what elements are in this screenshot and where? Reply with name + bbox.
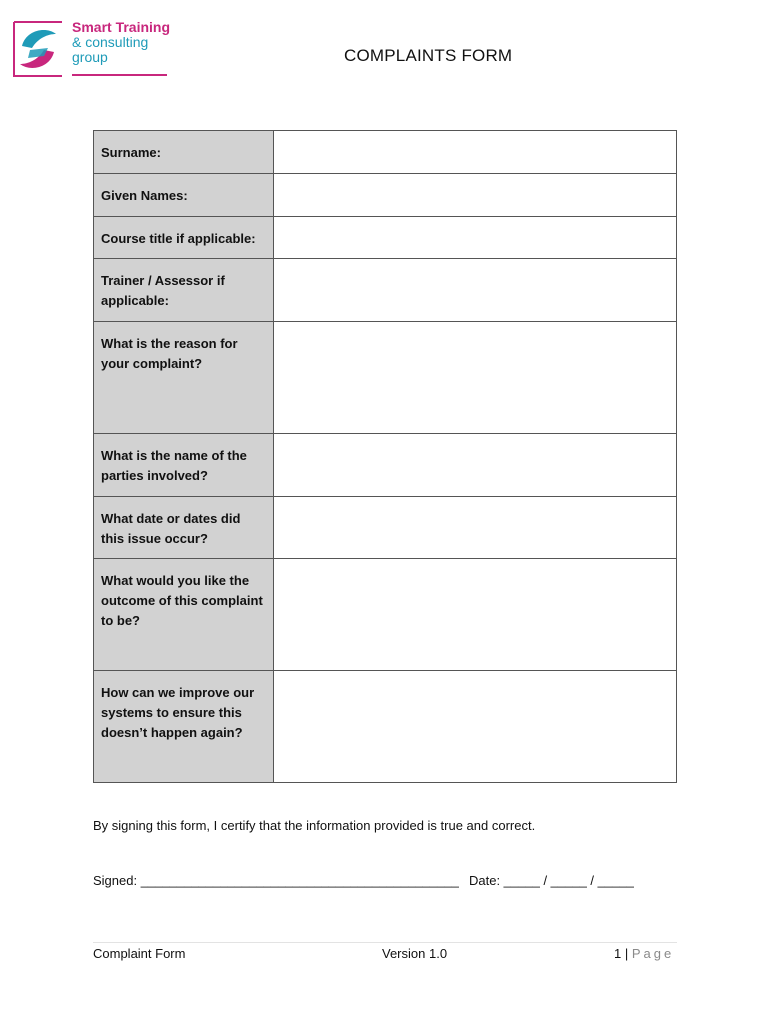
- field-input-given-names[interactable]: [274, 174, 677, 217]
- field-input-reason[interactable]: [274, 322, 677, 434]
- field-label-outcome: What would you like the outcome of this complaint to be?: [94, 559, 274, 671]
- field-label-trainer: Trainer / Assessor if applicable:: [94, 259, 274, 322]
- logo-text-line3: group: [72, 49, 108, 65]
- footer-document-name: Complaint Form: [93, 946, 186, 961]
- page-separator: |: [621, 946, 632, 961]
- field-input-course-title[interactable]: [274, 217, 677, 259]
- field-input-improve[interactable]: [274, 671, 677, 783]
- page-word: Page: [631, 946, 675, 961]
- date-line[interactable]: Date: _____ / _____ / _____: [469, 873, 634, 888]
- form-row-dates: [94, 497, 677, 559]
- field-label-surname: Surname:: [94, 131, 274, 174]
- form-row-improve: [94, 671, 677, 783]
- field-label-parties: What is the name of the parties involved?: [94, 434, 274, 497]
- footer-version: Version 1.0: [382, 946, 448, 961]
- field-label-reason: What is the reason for your complaint?: [94, 322, 274, 434]
- form-row-course-title: [94, 217, 677, 259]
- field-input-dates[interactable]: [274, 497, 677, 559]
- company-logo: [12, 20, 172, 80]
- field-input-outcome[interactable]: [274, 559, 677, 671]
- logo-mark-icon: [12, 20, 66, 78]
- page-number: 1: [614, 946, 622, 961]
- field-input-trainer[interactable]: [274, 259, 677, 322]
- field-input-parties[interactable]: [274, 434, 677, 497]
- field-input-surname[interactable]: [274, 131, 677, 174]
- form-row-trainer: [94, 259, 677, 322]
- form-row-surname: [94, 131, 677, 174]
- form-row-outcome: [94, 559, 677, 671]
- logo-underline: [72, 74, 167, 76]
- form-row-parties: [94, 434, 677, 497]
- page-title: COMPLAINTS FORM: [344, 46, 513, 65]
- field-label-improve: How can we improve our systems to ensure this doesn’t happen again?: [94, 671, 274, 783]
- footer-divider: [93, 942, 677, 943]
- field-label-dates: What date or dates did this issue occur?: [94, 497, 274, 559]
- logo-text-line2: & consulting: [72, 34, 149, 50]
- field-label-given-names: Given Names:: [94, 174, 274, 217]
- field-label-course-title: Course title if applicable:: [94, 217, 274, 259]
- logo-text-line1: Smart Training: [72, 19, 171, 35]
- complaint-form-table: [93, 130, 677, 783]
- signature-line[interactable]: Signed: ____________________________________________: [93, 873, 459, 888]
- certification-statement: By signing this form, I certify that the information provided is true and correct.: [93, 818, 536, 833]
- form-row-given-names: [94, 174, 677, 217]
- form-row-reason: [94, 322, 677, 434]
- footer-page-indicator: [614, 946, 674, 961]
